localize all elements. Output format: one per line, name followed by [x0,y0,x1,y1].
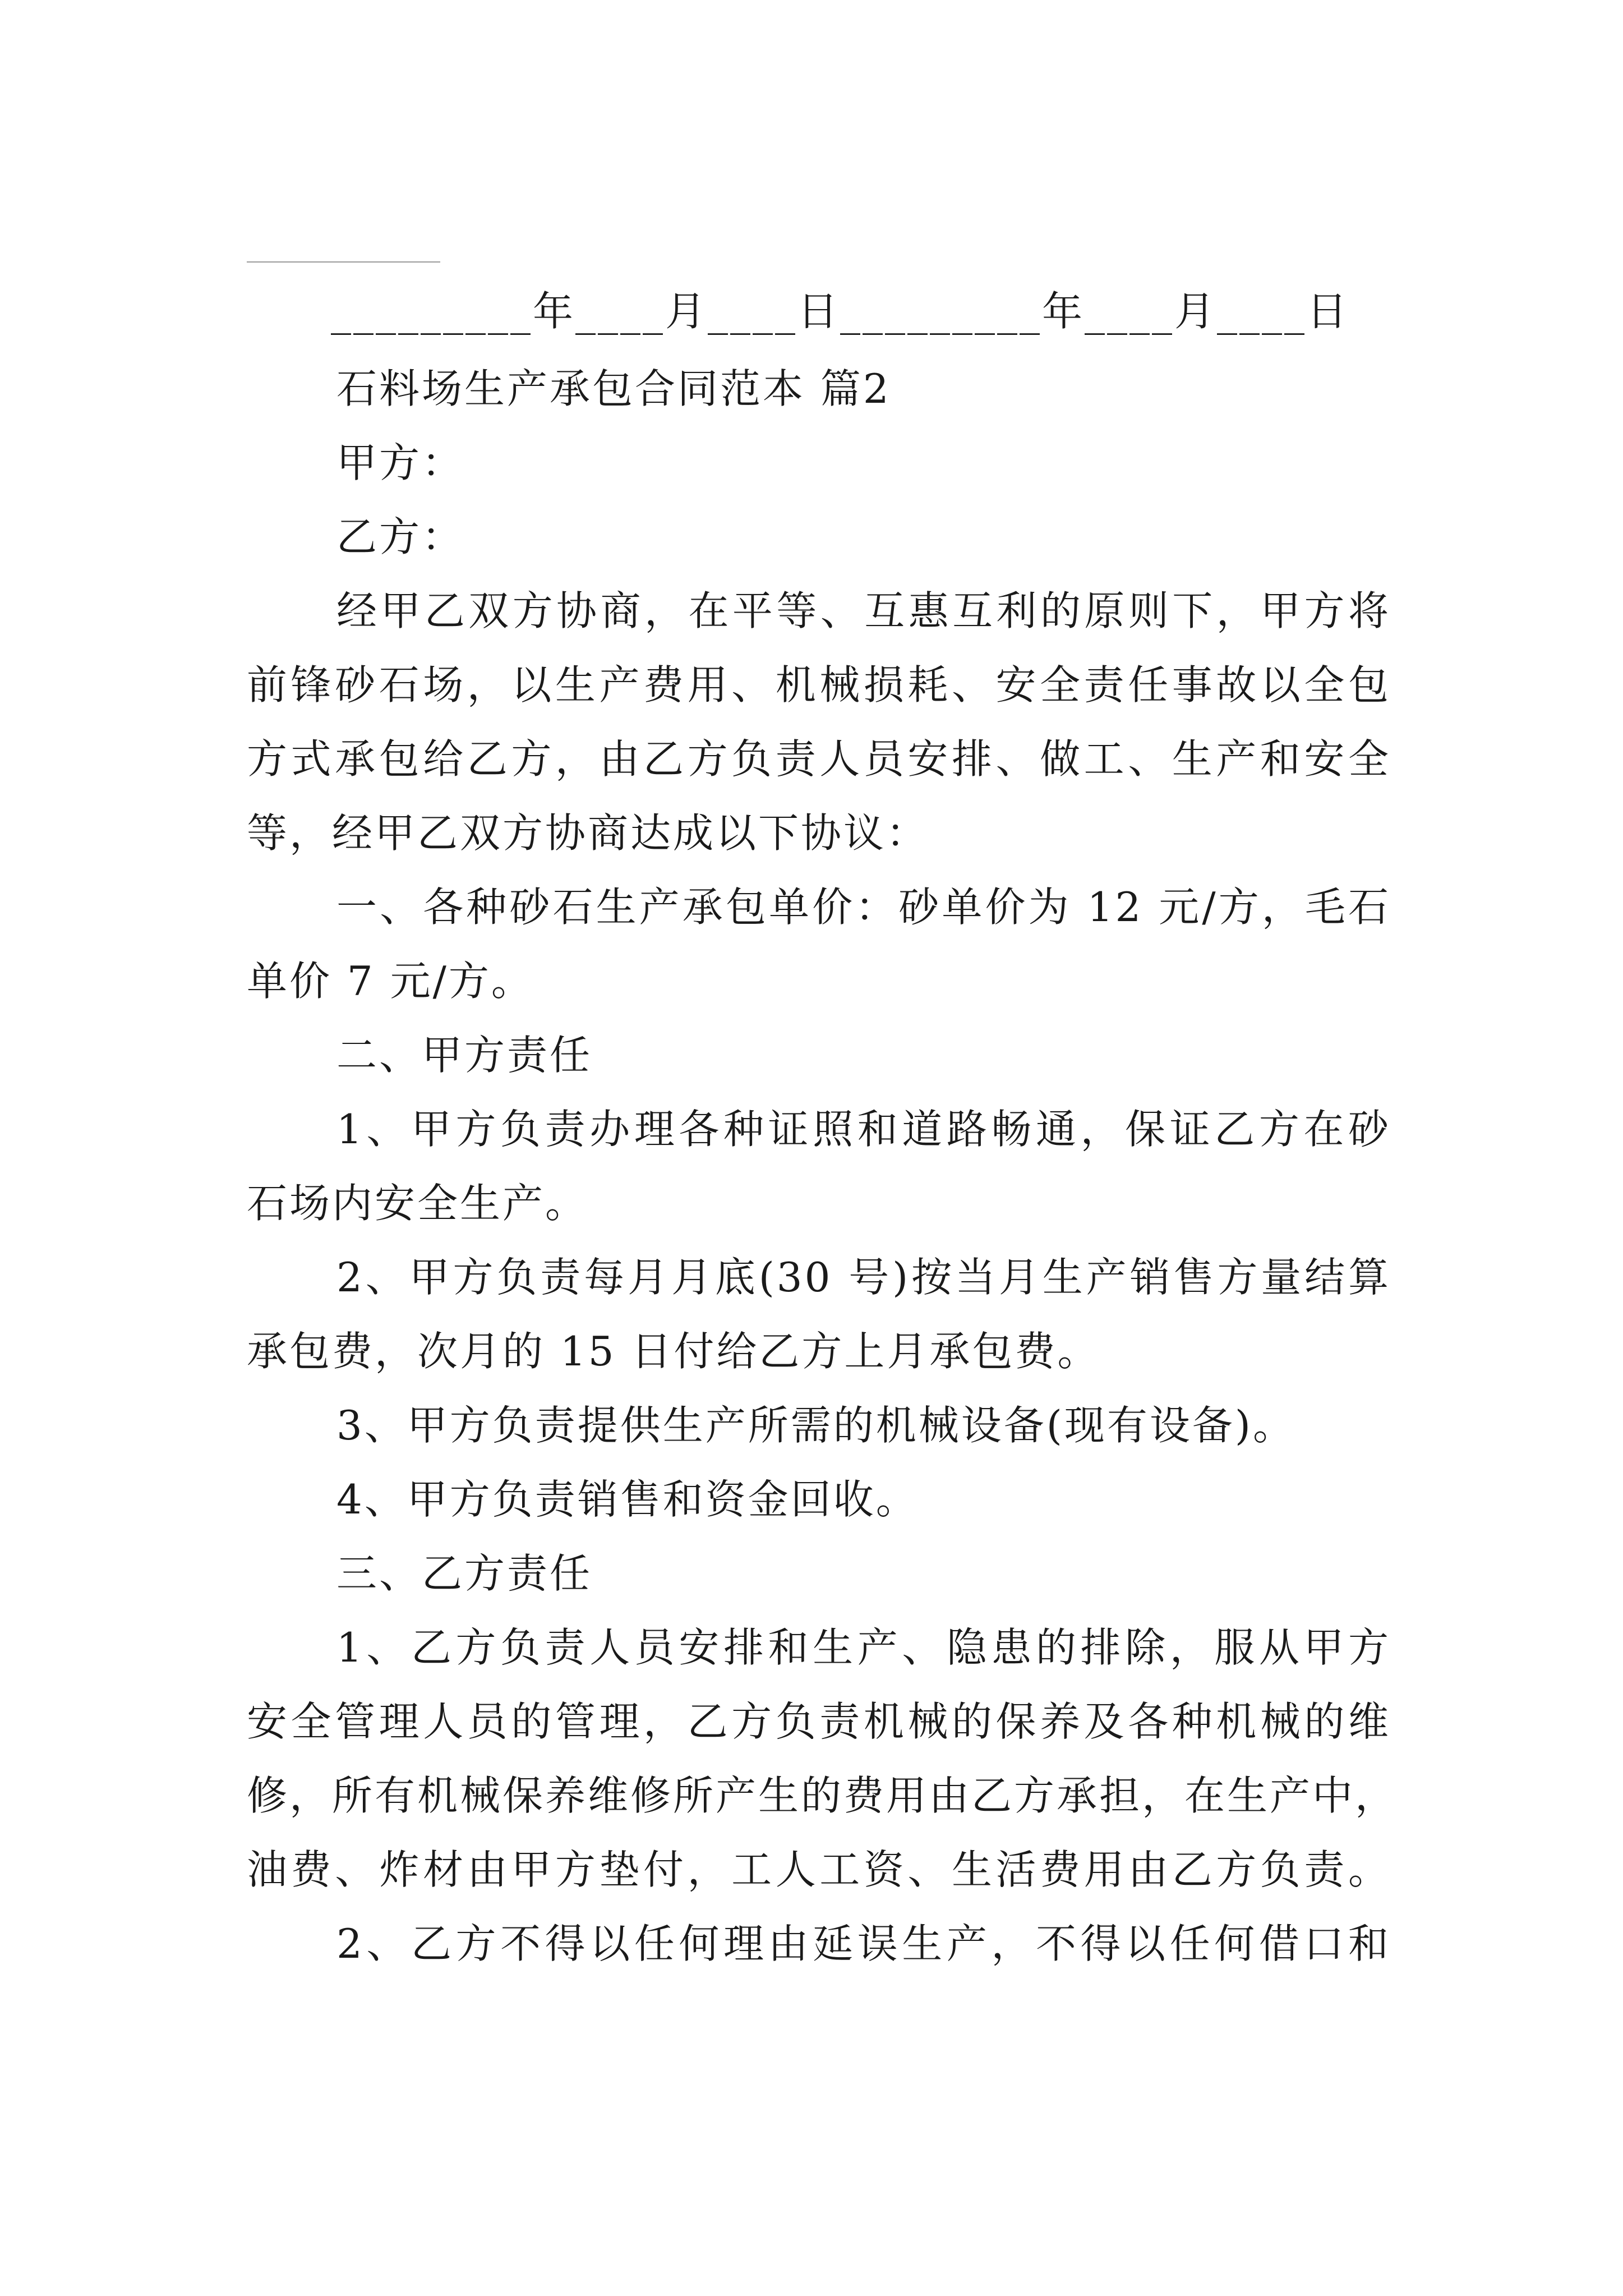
clause3-item1-line: 油费、炸材由甲方垫付，工人工资、生活费用由乙方负责。 [247,1846,1391,1893]
clause3-item2-line: 2、乙方不得以任何理由延误生产，不得以任何借口和 [336,1920,1391,1967]
clause1-line: 单价 7 元/方。 [247,958,534,1005]
clause2-item4: 4、甲方负责销售和资金回收。 [336,1476,919,1523]
clause2-item2-line: 承包费，次月的 15 日付给乙方上月承包费。 [247,1328,1100,1375]
clause2-item2-line: 2、甲方负责每月月底(30 号)按当月生产销售方量结算 [336,1254,1391,1301]
date-line: _________年____月____日_________年____月____日 [331,288,1349,335]
party-b-label: 乙方： [336,513,465,560]
section-title: 石料场生产承包合同范本 篇2 [336,365,891,412]
clause1-line: 一、各种砂石生产承包单价：砂单价为 12 元/方，毛石 [336,884,1391,931]
party-a-label: 甲方： [336,439,465,486]
clause3-item1-line: 1、乙方负责人员安排和生产、隐患的排除，服从甲方 [336,1624,1391,1671]
clause3-item1-line: 安全管理人员的管理，乙方负责机械的保养及各种机械的维 [247,1698,1391,1745]
intro-line: 经甲乙双方协商，在平等、互惠互利的原则下，甲方将 [336,587,1391,634]
header-rule [247,261,440,263]
intro-line: 前锋砂石场，以生产费用、机械损耗、安全责任事故以全包 [247,661,1391,708]
intro-line: 等，经甲乙双方协商达成以下协议： [247,809,929,857]
clause2-item3: 3、甲方负责提供生产所需的机械设备(现有设备)。 [336,1402,1295,1449]
clause2-heading: 二、甲方责任 [336,1032,593,1079]
clause3-item1-line: 修，所有机械保养维修所产生的费用由乙方承担，在生产中， [247,1772,1398,1819]
clause2-item1-line: 石场内安全生产。 [247,1180,588,1227]
intro-line: 方式承包给乙方，由乙方负责人员安排、做工、生产和安全 [247,735,1391,783]
clause3-heading: 三、乙方责任 [336,1550,593,1597]
clause2-item1-line: 1、甲方负责办理各种证照和道路畅通，保证乙方在砂 [336,1106,1391,1153]
